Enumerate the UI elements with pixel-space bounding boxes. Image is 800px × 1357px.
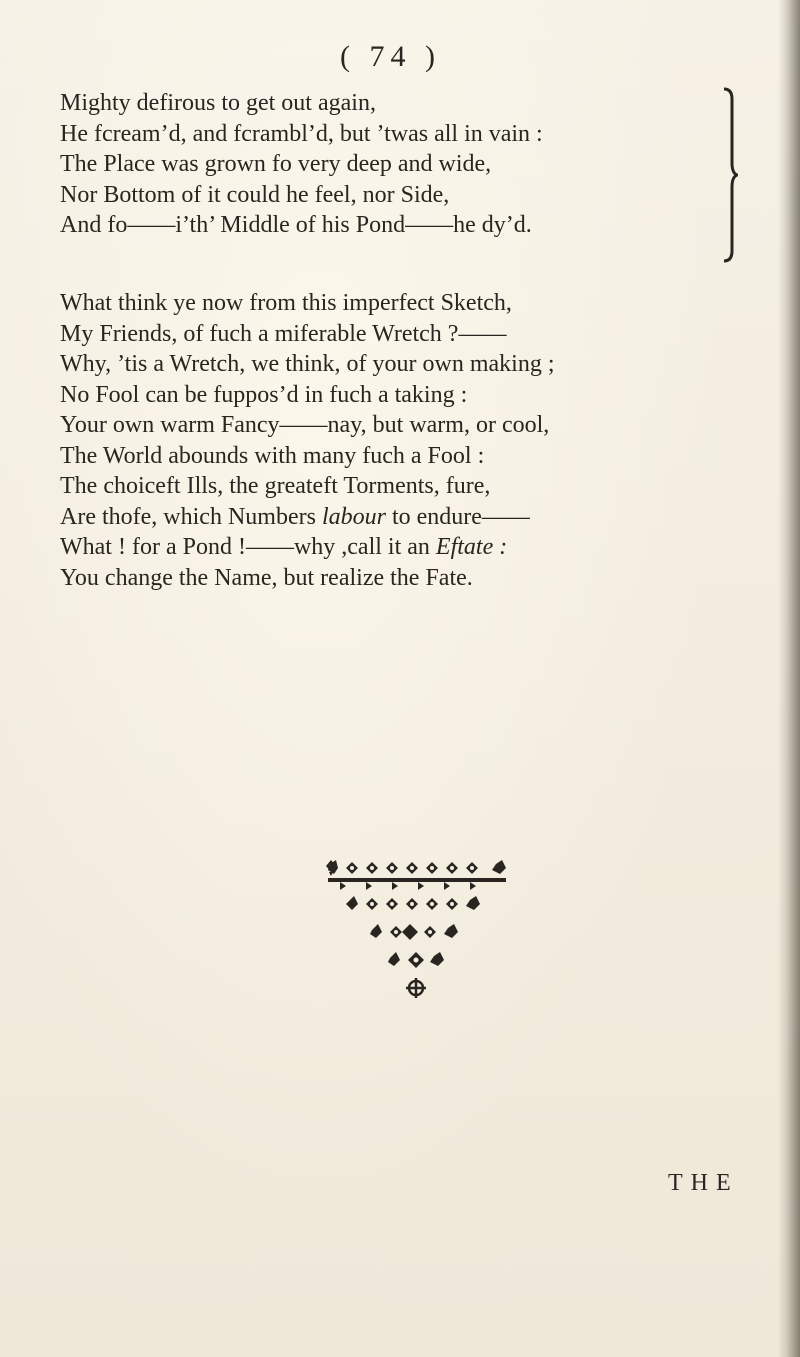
italic-word: Eftate : (435, 534, 508, 560)
verse-line: The World abounds with many fuch a Fool : (60, 442, 485, 469)
printers-ornament-icon (326, 860, 526, 1010)
verse-line: You change the Name, but realize the Fate. (60, 564, 473, 591)
verse-line: Why, ’tis a Wretch, we think, of your own making ; (60, 351, 555, 377)
verse-line (60, 502, 555, 533)
verse-text: Are thofe, which Numbers (60, 503, 322, 530)
triplet-brace-icon (722, 85, 738, 265)
catchword: THE (668, 1170, 739, 1196)
verse-line: Nor Bottom of it could he feel, nor Side, (60, 181, 450, 208)
verse-text: What ! for a Pond !——why ,call it an (60, 534, 436, 560)
verse-line: And fo——i’th’ Middle of his Pond——he dy’d. (60, 212, 532, 238)
verse-line: What think ye now from this imperfect Sketch, (60, 290, 512, 316)
verse-line (60, 532, 555, 563)
verse-line: No Fool can be fuppos’d in fuch a taking : (60, 381, 468, 408)
verse-text: to endure—— (385, 503, 530, 530)
stanza-two (60, 288, 555, 593)
verse-line: My Friends, of fuch a miferable Wretch ?—— (60, 320, 507, 347)
verse-line: Your own warm Fancy——nay, but warm, or cool, (60, 412, 550, 438)
verse-line: The Place was grown fo very deep and wide, (60, 151, 492, 177)
stanza-one (60, 88, 543, 241)
verse-line: He fcream’d, and fcrambl’d, but ’twas all in vain : (60, 120, 543, 147)
verse-line: The choiceft Ills, the greateft Torments, fure, (60, 473, 491, 499)
verse-line: Mighty defirous to get out again, (60, 90, 376, 116)
page-number: ( 74 ) (340, 40, 441, 73)
italic-word: labour (321, 503, 386, 530)
page-gutter-shadow (778, 0, 800, 1357)
